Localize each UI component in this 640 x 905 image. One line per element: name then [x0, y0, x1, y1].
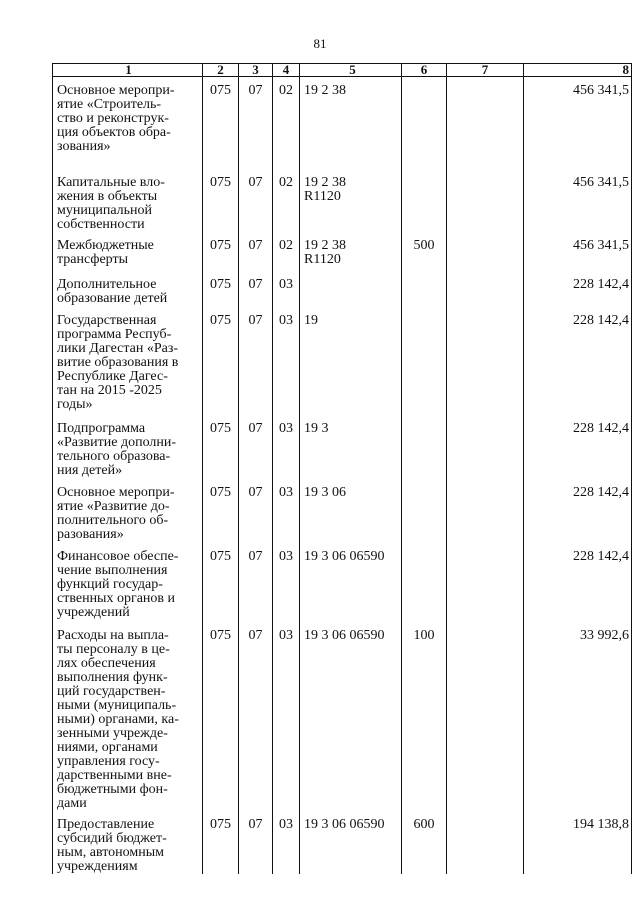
cell-col5: 19 2 38 R1120	[304, 237, 346, 267]
cell-col7	[447, 271, 524, 307]
cell-col6: 100	[402, 622, 447, 811]
cell-col4: 02	[273, 77, 300, 169]
cell-col2: 075	[203, 622, 239, 811]
cell-col4: 03	[273, 622, 300, 811]
budget-table	[52, 63, 632, 874]
cell-col6	[402, 307, 447, 415]
row-name: Основное меропри- ятие «Строитель- ство и реконструк- ция объектов обра- зования»	[57, 83, 175, 154]
cell-col6	[402, 543, 447, 622]
cell-col8: 456 341,5	[524, 169, 632, 232]
table-row	[53, 622, 632, 811]
cell-col5: 19 3	[304, 420, 329, 436]
cell-col4: 03	[273, 543, 300, 622]
cell-col6	[402, 169, 447, 232]
cell-col7	[447, 307, 524, 415]
row-name: Предоставление субсидий бюджет- ным, автономным учреждениям	[57, 816, 167, 874]
cell-col8: 456 341,5	[524, 77, 632, 169]
cell-col6	[402, 415, 447, 479]
cell-col8: 194 138,8	[524, 811, 632, 874]
page-number: 81	[313, 36, 327, 51]
cell-col4: 03	[273, 271, 300, 307]
cell-col4: 03	[273, 415, 300, 479]
cell-col7	[447, 479, 524, 543]
cell-col2: 075	[203, 811, 239, 874]
cell-col5: 19 2 38	[304, 83, 346, 98]
table-row	[53, 543, 632, 622]
col-header-4: 4	[273, 64, 300, 77]
cell-col8: 33 992,6	[524, 622, 632, 811]
cell-col7	[447, 811, 524, 874]
table-row	[53, 811, 632, 874]
cell-col7	[447, 77, 524, 169]
row-name: Государственная программа Респуб- лики Дагестан «Раз- витие образования в Республике Дагес- тан на 2015 -2025 годы»	[57, 312, 179, 412]
row-name: Межбюджетные трансферты	[57, 237, 154, 267]
table-row	[53, 169, 632, 232]
col-header-5: 5	[300, 64, 402, 77]
row-name: Расходы на выпла- ты персоналу в це- лях обеспечения выполнения функ- ций государствен- ными (муниципаль- ными) органами, ка- зенными учрежде- ниями, органами управления госу- дарственными вне- бюджетными фон- дами	[57, 627, 179, 811]
cell-col6: 600	[402, 811, 447, 874]
cell-col5: 19 3 06 06590	[304, 816, 385, 832]
cell-col8: 456 341,5	[524, 232, 632, 271]
row-name: Подпрограмма «Развитие дополни- тельного образова- ния детей»	[57, 420, 177, 478]
col-header-8: 8	[524, 64, 632, 77]
cell-col3: 07	[239, 232, 273, 271]
table-row	[53, 307, 632, 415]
cell-col2: 075	[203, 307, 239, 415]
cell-col4: 03	[273, 811, 300, 874]
cell-col2: 075	[203, 77, 239, 169]
cell-col2: 075	[203, 543, 239, 622]
cell-col3: 07	[239, 169, 273, 232]
cell-col3: 07	[239, 543, 273, 622]
cell-col2: 075	[203, 271, 239, 307]
row-name: Основное меропри- ятие «Развитие до- полнительного об- разования»	[57, 484, 175, 542]
col-header-7: 7	[447, 64, 524, 77]
cell-col4: 03	[273, 307, 300, 415]
cell-col3: 07	[239, 622, 273, 811]
cell-col8: 228 142,4	[524, 543, 632, 622]
cell-col5: 19 2 38 R1120	[304, 174, 346, 204]
cell-col6	[402, 271, 447, 307]
cell-col8: 228 142,4	[524, 479, 632, 543]
cell-col5: 19 3 06	[304, 484, 346, 500]
cell-col7	[447, 169, 524, 232]
cell-col7	[447, 543, 524, 622]
cell-col7	[447, 232, 524, 271]
cell-col4: 03	[273, 479, 300, 543]
cell-col2: 075	[203, 169, 239, 232]
cell-col7	[447, 622, 524, 811]
row-name: Финансовое обеспе- чение выполнения функций государ- ственных органов и учреждений	[57, 548, 179, 620]
col-header-3: 3	[239, 64, 273, 77]
col-header-1: 1	[53, 64, 203, 77]
cell-col2: 075	[203, 415, 239, 479]
cell-col6	[402, 479, 447, 543]
table-row	[53, 479, 632, 543]
cell-col8: 228 142,4	[524, 415, 632, 479]
cell-col3: 07	[239, 479, 273, 543]
cell-col4: 02	[273, 232, 300, 271]
cell-col3: 07	[239, 811, 273, 874]
row-name: Дополнительное образование детей	[57, 276, 168, 306]
cell-col4: 02	[273, 169, 300, 232]
col-header-6: 6	[402, 64, 447, 77]
cell-col3: 07	[239, 415, 273, 479]
cell-col3: 07	[239, 307, 273, 415]
col-header-2: 2	[203, 64, 239, 77]
cell-col5: 19 3 06 06590	[304, 627, 385, 643]
cell-col8: 228 142,4	[524, 307, 632, 415]
cell-col5: 19	[304, 312, 318, 328]
cell-col8: 228 142,4	[524, 271, 632, 307]
cell-col3: 07	[239, 271, 273, 307]
table-row	[53, 232, 632, 271]
cell-col2: 075	[203, 479, 239, 543]
cell-col5: 19 3 06 06590	[304, 548, 385, 564]
cell-col6	[402, 77, 447, 169]
cell-col2: 075	[203, 232, 239, 271]
header-row	[53, 64, 632, 77]
table-row	[53, 77, 632, 169]
cell-col6: 500	[402, 232, 447, 271]
table-row	[53, 271, 632, 307]
cell-col3: 07	[239, 77, 273, 169]
row-name: Капитальные вло- жения в объекты муниципальной собственности	[57, 174, 165, 232]
table-row	[53, 415, 632, 479]
cell-col7	[447, 415, 524, 479]
